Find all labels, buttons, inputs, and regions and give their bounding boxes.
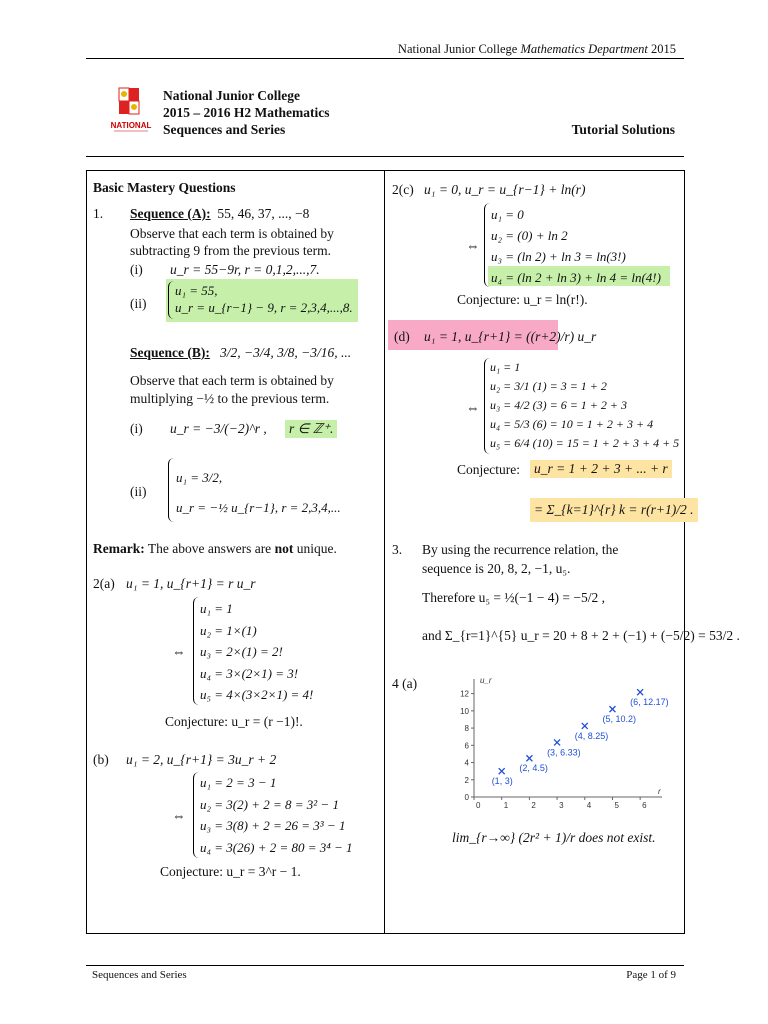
footer-topic: Sequences and Series xyxy=(92,969,187,981)
doc-type: Tutorial Solutions xyxy=(571,122,675,137)
seqB-line: Sequence (B): 3/2, −3/4, 3/8, −3/16, ... xyxy=(130,345,352,360)
q2a-system: u₁ = 1 u₂ = 1×(1) u₃ = 2×(1) = 2! u₄ = 3×(2×1) = 3! u₅ = 4×(3×2×1) = 4! xyxy=(200,601,314,702)
x-tick-label: 3 xyxy=(559,801,564,810)
course-name: 2015 – 2016 H2 Mathematics xyxy=(163,105,330,120)
q2c-label: 2(c) xyxy=(392,182,414,197)
seqA-obs1: Observe that each term is obtained by xyxy=(130,226,334,241)
data-point xyxy=(582,723,588,729)
q2a-definition: u₁ = 1, u_{r+1} = r u_r xyxy=(126,576,256,591)
q2d-definition: u₁ = 1, u_{r+1} = ((r+2)/r) u_r xyxy=(424,329,597,344)
q4-label: 4 (a) xyxy=(392,676,418,691)
seqA-i-label: (i) xyxy=(130,262,143,277)
q1-number: 1. xyxy=(93,206,104,221)
x-tick-label: 0 xyxy=(476,801,481,810)
q2b-conjecture: Conjecture: u_r = 3^r − 1. xyxy=(160,864,301,879)
seqA-i-formula: u_r = 55−9r, r = 0,1,2,...,7. xyxy=(170,262,320,277)
data-point xyxy=(637,689,643,695)
seqA-ii-system: u₁ = 55, u_r = u_{r−1} − 9, r = 2,3,4,...,8. xyxy=(175,283,353,315)
q2b-definition: u₁ = 2, u_{r+1} = 3u_r + 2 xyxy=(126,752,277,767)
seqB-i-label: (i) xyxy=(130,421,143,436)
data-label: (5, 10.2) xyxy=(602,714,636,725)
q3-line4: and Σ_{r=1}^{5} u_r = 20 + 8 + 2 + (−1) + (−5/2) = 53/2 . xyxy=(422,628,740,643)
data-label: (3, 6.33) xyxy=(547,747,581,758)
q2b-label: (b) xyxy=(93,752,109,767)
q2a-conjecture: Conjecture: u_r = (r −1)!. xyxy=(165,714,303,729)
seqA-obs2: subtracting 9 from the previous term. xyxy=(130,243,331,258)
data-point xyxy=(526,755,532,761)
q3-line1: By using the recurrence relation, the xyxy=(422,542,619,557)
x-tick-label: 1 xyxy=(503,801,509,810)
q2b-system: u₁ = 2 = 3 − 1 u₂ = 3(2) + 2 = 8 = 3² − 1 u₃ = 3(8) + 2 = 26 = 3³ − 1 u₄ = 3(26) + 2 = 80 = 3⁴ − 1 xyxy=(200,775,353,855)
q3-line2: sequence is 20, 8, 2, −1, u₅. xyxy=(422,561,571,576)
seqB-i-domain: r ∈ ℤ⁺. xyxy=(285,420,337,438)
x-axis-label: r xyxy=(658,787,661,796)
title-rule xyxy=(86,156,684,157)
q3-line3: Therefore u₅ = ½(−1 − 4) = −5/2 , xyxy=(422,590,605,605)
iff-arrow: ⇔ xyxy=(466,400,480,415)
data-label: (2, 4.5) xyxy=(519,763,548,774)
y-tick-label: 6 xyxy=(464,741,469,751)
y-tick-label: 12 xyxy=(460,689,469,699)
logo-text: NATIONAL xyxy=(110,121,152,130)
data-point xyxy=(609,706,615,712)
q3-number: 3. xyxy=(392,542,403,557)
data-label: (6, 12.17) xyxy=(630,697,669,708)
y-axis-label: u_r xyxy=(480,676,492,685)
footer-page: Page 1 of 9 xyxy=(626,969,676,981)
topic-name: Sequences and Series xyxy=(163,122,286,137)
seqA-ii-label: (ii) xyxy=(130,296,147,311)
y-tick-label: 2 xyxy=(464,775,469,785)
school-name: National Junior College xyxy=(163,88,301,103)
q2c-conjecture: Conjecture: u_r = ln(r!). xyxy=(457,292,588,307)
data-point xyxy=(554,739,560,745)
data-label: (1, 3) xyxy=(491,776,513,787)
iff-arrow: ⇔ xyxy=(466,238,480,253)
y-tick-label: 4 xyxy=(464,758,469,768)
q2c-system: u₁ = 0 u₂ = (0) + ln 2 u₃ = (ln 2) + ln 3 = ln(3!) u₄ = (ln 2 + ln 3) + ln 4 = ln(4!) xyxy=(491,207,661,285)
q2c-definition: u₁ = 0, u_r = u_{r−1} + ln(r) xyxy=(424,182,586,197)
q2d-system: u₁ = 1 u₂ = 3/1 (1) = 3 = 1 + 2 u₃ = 4/2 (3) = 6 = 1 + 2 + 3 u₄ = 5/3 (6) = 10 = 1 + 2 + 3 + 4 u₅ = 6/4 (10) = 15 = 1 + 2 + 3 + 4 + 5 xyxy=(490,360,680,450)
column-divider xyxy=(384,170,385,933)
seqB-ii-system: u₁ = 3/2, u_r = −½ u_{r−1}, r = 2,3,4,... xyxy=(176,470,341,515)
x-tick-label: 2 xyxy=(531,801,536,810)
dept-italic: Mathematics Department xyxy=(520,42,648,56)
x-tick-label: 5 xyxy=(614,801,619,810)
section-title: Basic Mastery Questions xyxy=(93,180,236,195)
running-header: National Junior College Mathematics Department 2015 xyxy=(397,42,676,56)
data-point xyxy=(499,768,505,774)
y-tick-label: 0 xyxy=(464,793,469,802)
header-rule xyxy=(86,58,684,59)
scatter-plot xyxy=(450,675,672,815)
y-tick-label: 8 xyxy=(464,724,469,734)
q2d-conjecture-label: Conjecture: xyxy=(457,462,520,477)
seqB-i-formula: u_r = −3/(−2)^r , xyxy=(170,421,267,436)
seqB-obs2: multiplying −½ to the previous term. xyxy=(130,391,330,406)
seqB-obs1: Observe that each term is obtained by xyxy=(130,373,334,388)
q2d-sum: = Σ_{k=1}^{r} k = r(r+1)/2 . xyxy=(530,498,698,522)
school-logo xyxy=(108,86,154,136)
x-tick-label: 4 xyxy=(586,801,592,810)
y-tick-label: 10 xyxy=(460,706,469,716)
iff-arrow: ⇔ xyxy=(172,644,186,659)
iff-arrow: ⇔ xyxy=(172,808,186,823)
q2d-conjecture: u_r = 1 + 2 + 3 + ... + r xyxy=(530,460,672,478)
q4-limit: lim_{r→∞} (2r² + 1)/r does not exist. xyxy=(452,830,656,845)
data-label: (4, 8.25) xyxy=(574,730,609,741)
q2a-label: 2(a) xyxy=(93,576,115,591)
remark: Remark: The above answers are not unique. xyxy=(93,541,337,556)
footer-rule xyxy=(86,965,684,966)
x-tick-label: 6 xyxy=(642,801,647,810)
seqB-ii-label: (ii) xyxy=(130,484,147,499)
seqA-line: Sequence (A): 55, 46, 37, ..., −8 xyxy=(130,206,310,221)
q2d-label: (d) xyxy=(394,329,410,344)
